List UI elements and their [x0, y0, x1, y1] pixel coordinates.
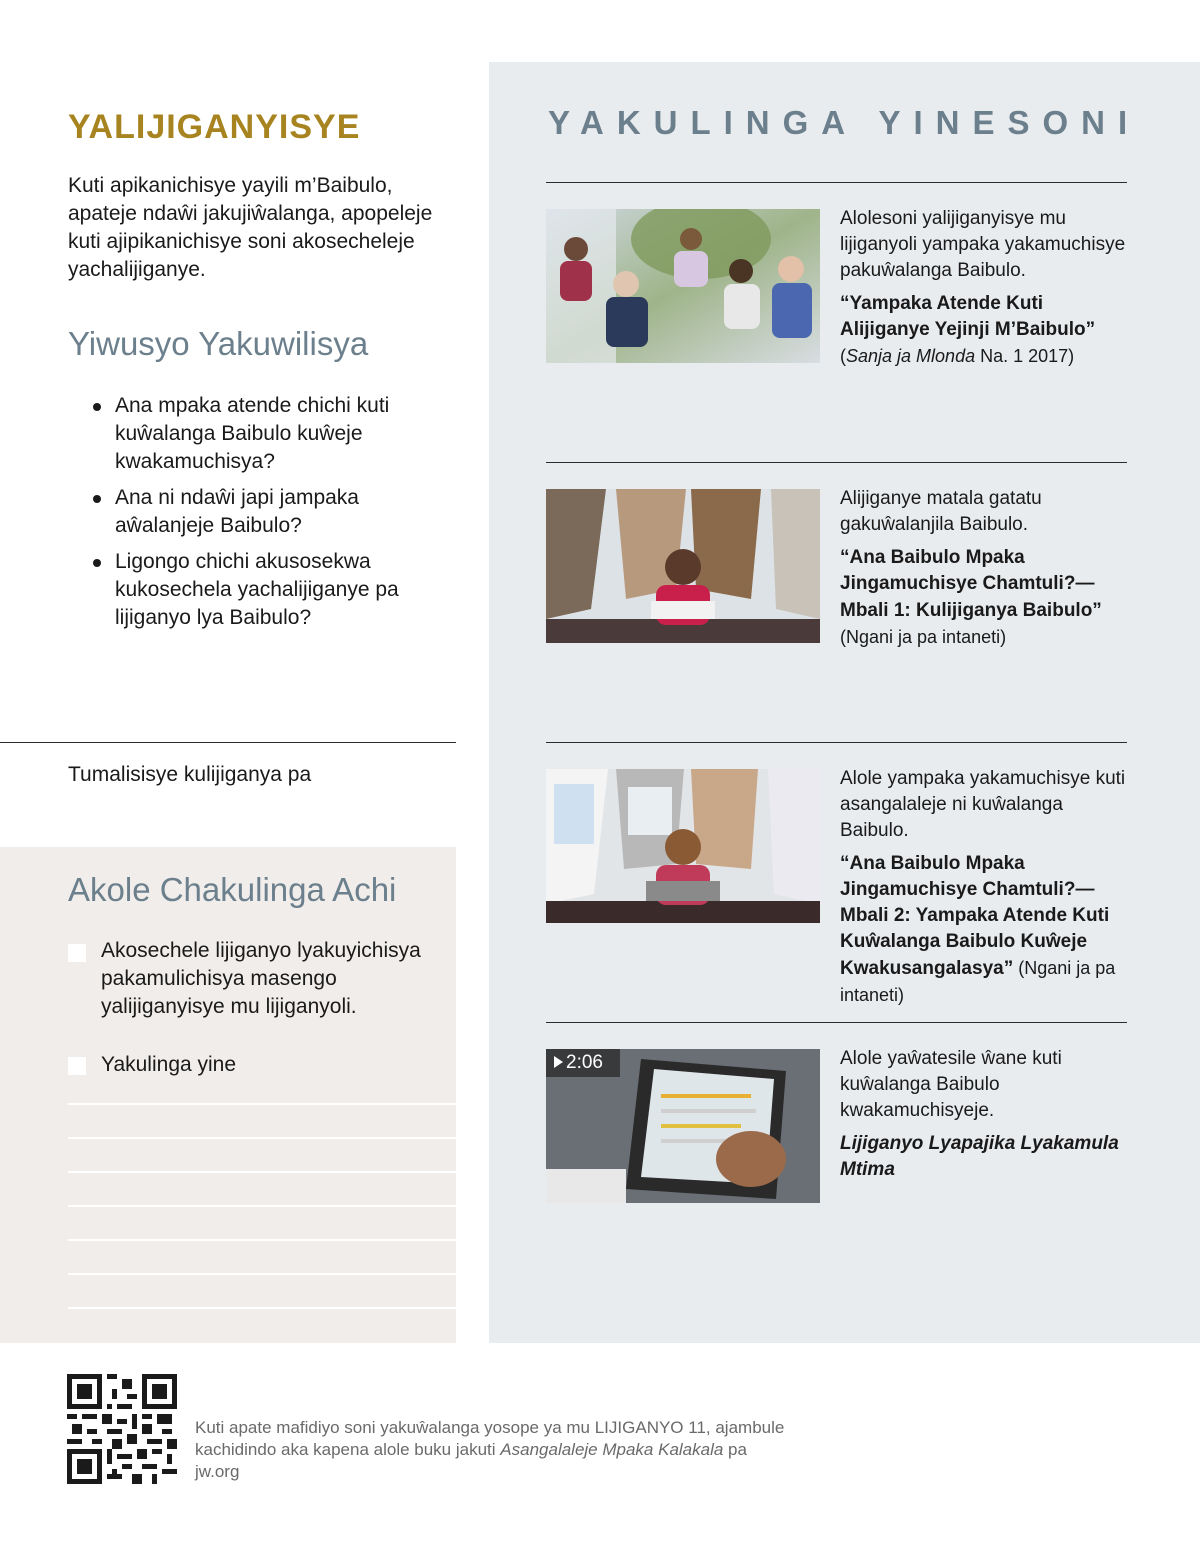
write-line[interactable]: [68, 1171, 456, 1173]
goal-box: [0, 847, 456, 1343]
resource-link[interactable]: “Ana Baibulo Mpaka Jingamuchisye Chamtuli?—Mbali 1: Kulijiganya Baibulo” (Ngani ja pa intaneti): [840, 547, 1102, 647]
divider: [546, 182, 1127, 183]
lesson-intro: Kuti apikanichisye yayili m’Baibulo, apateje ndaŵi jakujiŵalanga, apopeleje kuti ajipikanichisye soni akosecheleje yachalijiganye.: [68, 174, 433, 281]
review-questions: [90, 392, 410, 640]
divider: [0, 742, 456, 743]
review-question: Ligongo chichi akusosekwa kukosechela yachalijiganye pa lijiganyo lya Baibulo?: [90, 548, 410, 632]
resource-link[interactable]: Lijiganyo Lyapajika Lyakamula Mtima: [840, 1133, 1119, 1180]
review-heading: Yiwusyo Yakuwilisya: [68, 325, 369, 362]
boy-reading-bible-image[interactable]: [546, 489, 820, 643]
finished-date-label: Tumalisisye kulijiganya pa: [68, 763, 312, 786]
divider: [546, 1022, 1127, 1023]
write-line[interactable]: [68, 1273, 456, 1275]
other-goal-checkbox[interactable]: [68, 1057, 86, 1075]
write-line[interactable]: [68, 1239, 456, 1241]
people-reading-bibles-image[interactable]: [546, 209, 820, 363]
goal-heading: Akole Chakulinga Achi: [68, 871, 397, 908]
more-resources-heading: YAKULINGA YINESONI: [548, 104, 1141, 141]
tablet-bible-video-image[interactable]: [546, 1049, 820, 1203]
divider: [546, 462, 1127, 463]
footer-note: Kuti apate mafidiyo soni yakuŵalanga yosope ya mu LIJIGANYO 11, ajambule kachidindo aka kapena alole buku jakuti Asangalaleje Mpaka Kalakala pa jw.org: [195, 1418, 785, 1481]
bullet-icon: [93, 559, 101, 567]
bullet-icon: [93, 403, 101, 411]
write-line[interactable]: [68, 1307, 456, 1309]
bullet-icon: [93, 495, 101, 503]
play-icon: [554, 1056, 563, 1068]
goal-text: Akosechele lijiganyo lyakuyichisya pakamulichisya masengo yalijiganyisye mu lijiganyoli.: [101, 939, 421, 1018]
goal-checkbox[interactable]: [68, 944, 86, 962]
girl-reading-bible-image[interactable]: [546, 769, 820, 923]
resource-description: Alijiganye matala gatatu gakuŵalanjila Baibulo.: [840, 488, 1042, 535]
resource-link[interactable]: “Yampaka Atende Kuti Alijiganye Yejinji M’Baibulo” (Sanja ja Mlonda Na. 1 2017): [840, 293, 1096, 366]
write-line[interactable]: [68, 1137, 456, 1139]
review-question: Ana ni ndaŵi japi jampaka aŵalanjeje Baibulo?: [90, 484, 410, 540]
qr-code-icon[interactable]: [67, 1374, 177, 1484]
resource-description: Alole yaŵatesile ŵane kuti kuŵalanga Baibulo kwakamuchisyeje.: [840, 1048, 1062, 1121]
video-duration-badge: 2:06: [546, 1049, 620, 1077]
resource-description: Alolesoni yalijiganyisye mu lijiganyoli yampaka yakamuchisye pakuŵalanga Baibulo.: [840, 208, 1126, 281]
resource-link[interactable]: “Ana Baibulo Mpaka Jingamuchisye Chamtuli?—Mbali 2: Yampaka Atende Kuti Kuŵalanga Baibulo Kuŵeje Kwakusangalasya” (Ngani ja pa intaneti): [840, 853, 1116, 1005]
write-line[interactable]: [68, 1103, 456, 1105]
review-question: Ana mpaka atende chichi kuti kuŵalanga Baibulo kuŵeje kwakamuchisya?: [90, 392, 410, 476]
other-goal-text: Yakulinga yine: [101, 1053, 237, 1076]
write-line[interactable]: [68, 1205, 456, 1207]
resource-description: Alole yampaka yakamuchisye kuti asangalaleje ni kuŵalanga Baibulo.: [840, 768, 1126, 841]
lesson-heading: YALIJIGANYISYE: [68, 108, 361, 146]
divider: [546, 742, 1127, 743]
left-column: [0, 0, 489, 1343]
